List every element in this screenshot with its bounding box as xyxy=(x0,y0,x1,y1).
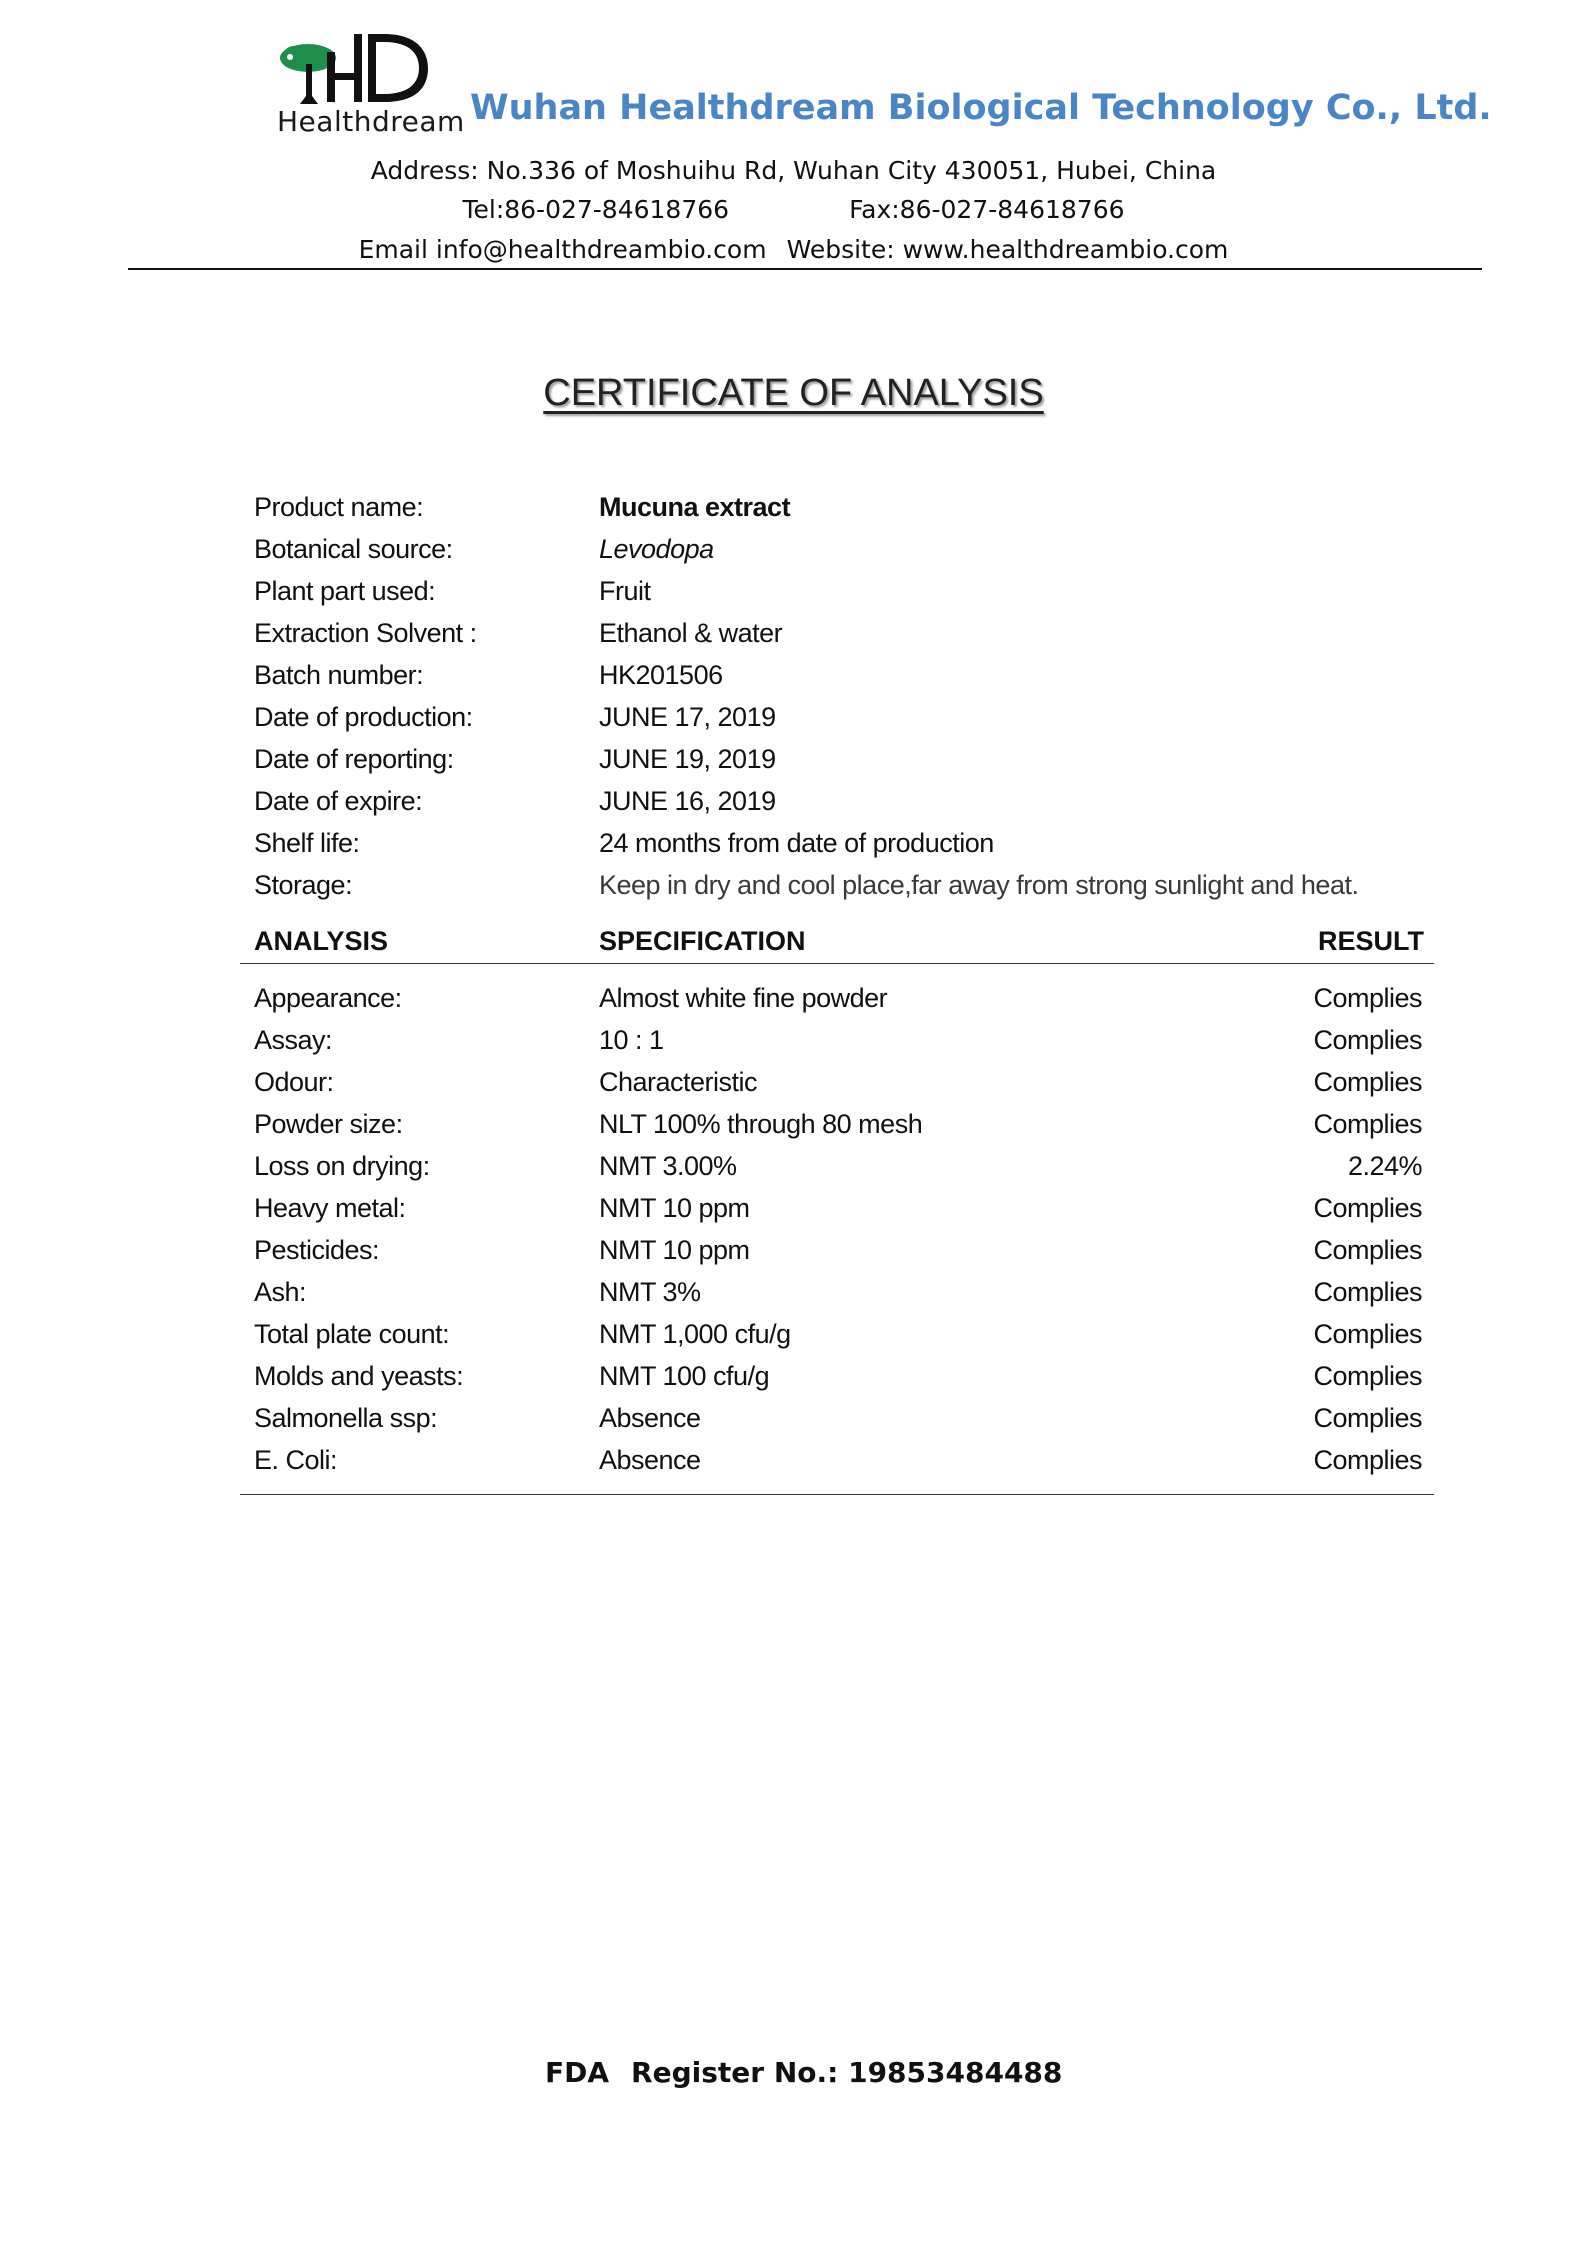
cell-analysis: Loss on drying: xyxy=(254,1151,430,1181)
table-bottom-rule xyxy=(240,1494,1434,1495)
table-row xyxy=(254,1403,1422,1443)
cell-result: Complies xyxy=(1313,1277,1422,1307)
cell-specification: Absence xyxy=(599,1403,701,1433)
cell-specification: Characteristic xyxy=(599,1067,758,1097)
table-row xyxy=(254,1445,1422,1485)
cell-specification: NMT 10 ppm xyxy=(599,1193,750,1223)
cell-specification: NMT 1,000 cfu/g xyxy=(599,1319,791,1349)
cell-specification: Almost white fine powder xyxy=(599,983,888,1013)
cell-result: Complies xyxy=(1313,1109,1422,1139)
cell-result: Complies xyxy=(1313,1403,1422,1433)
info-value: Mucuna extract xyxy=(599,492,791,522)
cell-result: Complies xyxy=(1313,1067,1422,1097)
table-row xyxy=(254,1109,1422,1149)
cell-analysis: Appearance: xyxy=(254,983,402,1013)
cell-specification: Absence xyxy=(599,1445,701,1475)
cell-analysis: Heavy metal: xyxy=(254,1193,406,1223)
table-row xyxy=(254,1361,1422,1401)
info-label: Date of expire: xyxy=(254,786,423,816)
table-row xyxy=(254,1025,1422,1065)
cell-result: Complies xyxy=(1313,983,1422,1013)
info-value: JUNE 17, 2019 xyxy=(599,702,776,732)
cell-result: Complies xyxy=(1313,1361,1422,1391)
company-name: Wuhan Healthdream Biological Technology Co., Ltd. xyxy=(470,88,1492,128)
info-label: Extraction Solvent : xyxy=(254,618,477,648)
info-label: Date of reporting: xyxy=(254,744,454,774)
info-label: Storage: xyxy=(254,870,353,900)
info-value: 24 months from date of production xyxy=(599,828,994,858)
info-label: Plant part used: xyxy=(254,576,436,606)
cell-specification: NLT 100% through 80 mesh xyxy=(599,1109,923,1139)
table-row xyxy=(254,1151,1422,1191)
info-value: Ethanol & water xyxy=(599,618,783,648)
info-label: Shelf life: xyxy=(254,828,360,858)
cell-specification: NMT 3.00% xyxy=(599,1151,737,1181)
info-value: JUNE 19, 2019 xyxy=(599,744,776,774)
cell-analysis: Total plate count: xyxy=(254,1319,450,1349)
cell-result: Complies xyxy=(1313,1193,1422,1223)
info-label: Batch number: xyxy=(254,660,424,690)
logo-wordmark: Healthdream xyxy=(277,105,465,138)
cell-specification: 10 : 1 xyxy=(599,1025,664,1055)
cell-analysis: Molds and yeasts: xyxy=(254,1361,464,1391)
table-row xyxy=(254,1193,1422,1233)
company-address: Address: No.336 of Moshuihu Rd, Wuhan City 430051, Hubei, China xyxy=(370,156,1217,185)
info-value: HK201506 xyxy=(599,660,723,690)
website: Website: www.healthdreambio.com xyxy=(786,235,1229,264)
table-top-rule xyxy=(240,963,1434,964)
telephone: Tel:86-027-84618766 xyxy=(462,195,730,224)
cell-specification: NMT 3% xyxy=(599,1277,701,1307)
column-header-specification: SPECIFICATION xyxy=(599,926,806,956)
column-header-result: RESULT xyxy=(1318,926,1424,956)
cell-specification: NMT 100 cfu/g xyxy=(599,1361,770,1391)
cell-result: Complies xyxy=(1313,1445,1422,1475)
info-label: Botanical source: xyxy=(254,534,453,564)
fda-registration xyxy=(545,2056,1062,2089)
fda-label: FDA xyxy=(545,2056,610,2089)
email: Email info@healthdreambio.com xyxy=(358,235,767,264)
register-number: Register No.: 19853484488 xyxy=(631,2056,1063,2089)
table-row xyxy=(254,1319,1422,1359)
table-row xyxy=(254,983,1422,1023)
cell-analysis: Pesticides: xyxy=(254,1235,380,1265)
analysis-table-header xyxy=(254,926,1424,962)
cell-result: Complies xyxy=(1313,1235,1422,1265)
info-value: Levodopa xyxy=(599,534,714,564)
info-value: JUNE 16, 2019 xyxy=(599,786,776,816)
cell-analysis: E. Coli: xyxy=(254,1445,338,1475)
fax: Fax:86-027-84618766 xyxy=(849,195,1125,224)
cell-analysis: Salmonella ssp: xyxy=(254,1403,438,1433)
info-label: Date of production: xyxy=(254,702,473,732)
info-value: Fruit xyxy=(599,576,651,606)
cell-analysis: Ash: xyxy=(254,1277,307,1307)
document-title: CERTIFICATE OF ANALYSIS xyxy=(543,372,1044,414)
table-row xyxy=(254,1067,1422,1107)
info-label: Product name: xyxy=(254,492,424,522)
info-value: Keep in dry and cool place,far away from strong sunlight and heat. xyxy=(599,870,1359,900)
column-header-analysis: ANALYSIS xyxy=(254,926,389,956)
table-row xyxy=(254,1235,1422,1275)
cell-result: Complies xyxy=(1313,1319,1422,1349)
cell-analysis: Powder size: xyxy=(254,1109,403,1139)
cell-result: Complies xyxy=(1313,1025,1422,1055)
cell-specification: NMT 10 ppm xyxy=(599,1235,750,1265)
cell-analysis: Assay: xyxy=(254,1025,333,1055)
table-row xyxy=(254,1277,1422,1317)
cell-result: 2.24% xyxy=(1347,1151,1422,1181)
cell-analysis: Odour: xyxy=(254,1067,334,1097)
